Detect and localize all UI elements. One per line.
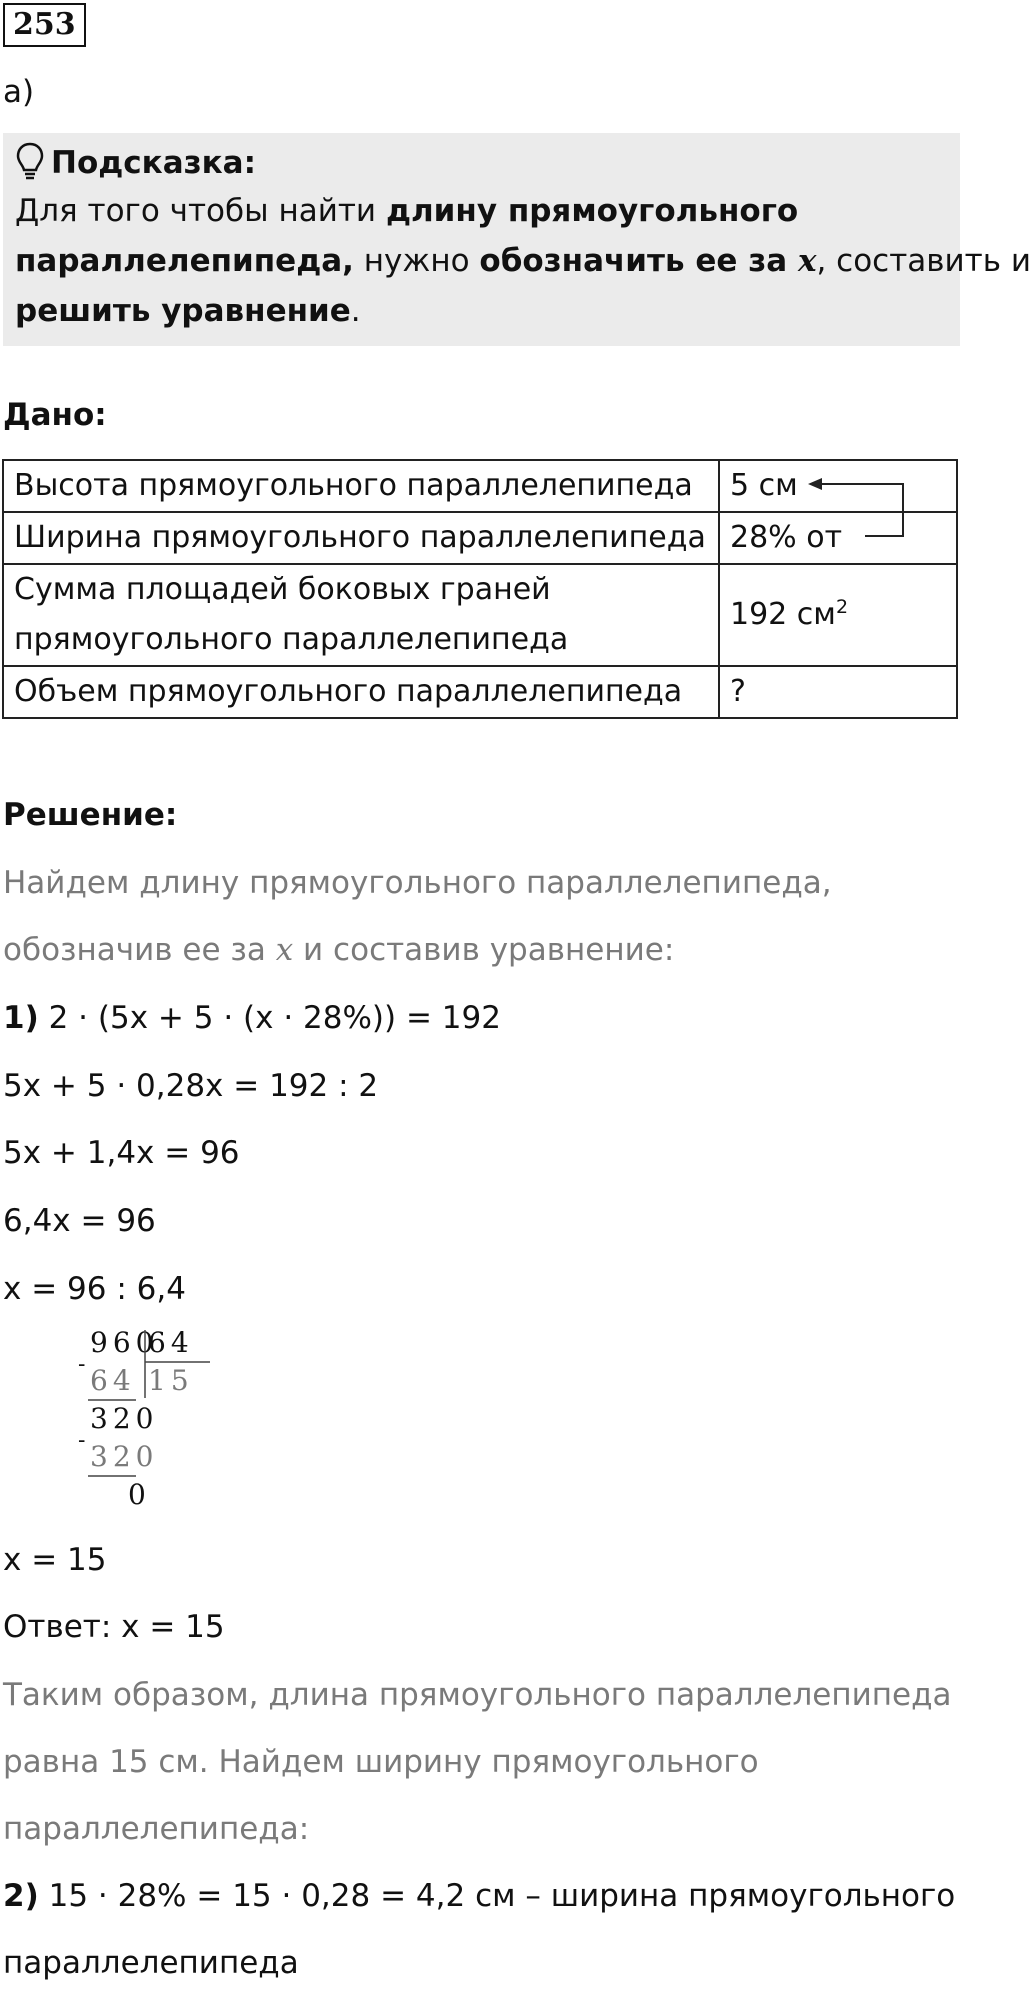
- hint-line-1: Для того чтобы найти длину прямоугольного: [15, 193, 799, 229]
- hint-line-3: решить уравнение.: [15, 293, 361, 329]
- conclusion-1: Таким образом, длина прямоугольного параллелепипеда: [3, 1677, 952, 1713]
- given-value-volume: ?: [719, 666, 957, 718]
- given-title: Дано:: [3, 397, 107, 433]
- ld-rem-1: 320: [90, 1402, 159, 1435]
- ld-minus-2: -: [78, 1428, 91, 1453]
- given-value-height: 5 см: [719, 460, 957, 512]
- step-2-cont: параллелепипеда: [3, 1945, 299, 1981]
- ld-rem-2: 0: [128, 1478, 151, 1511]
- ld-minus-1: -: [78, 1352, 91, 1377]
- given-label-area: Сумма площадей боковых граней прямоугольного параллелепипеда: [3, 564, 719, 666]
- hint-title: Подсказка:: [51, 145, 256, 181]
- part-label: а): [3, 74, 35, 110]
- hint-line-2: параллелепипеда, нужно обозначить ее за x, составить и: [15, 243, 1031, 279]
- ld-dividend: 960: [90, 1326, 159, 1359]
- solution-intro-1: Найдем длину прямоугольного параллелепипеда,: [3, 865, 832, 901]
- equation-1: 1) 2 · (5x + 5 · (x · 28%)) = 192: [3, 1000, 501, 1036]
- equation-6: x = 15: [3, 1542, 107, 1578]
- given-label-width: Ширина прямоугольного параллелепипеда: [3, 512, 719, 564]
- task-number: 253: [3, 3, 86, 47]
- ld-sub-1: 64: [90, 1364, 136, 1397]
- given-value-area: 192 $см^2$: [719, 564, 957, 666]
- ld-divisor: 64: [148, 1326, 194, 1359]
- table-row: [3, 666, 957, 718]
- hint-box: [3, 133, 1031, 346]
- lightbulb-icon: [15, 141, 45, 181]
- ld-sub-2: 320: [90, 1440, 159, 1473]
- solution-title: Решение:: [3, 797, 178, 833]
- equation-4: 6,4x = 96: [3, 1203, 156, 1239]
- ld-lines: [70, 1326, 210, 1516]
- conclusion-2: равна 15 см. Найдем ширину прямоугольного: [3, 1744, 759, 1780]
- equation-3: 5x + 1,4x = 96: [3, 1135, 240, 1171]
- answer: Ответ: x = 15: [3, 1609, 225, 1645]
- given-value-width: 28% от: [719, 512, 957, 564]
- conclusion-3: параллелепипеда:: [3, 1811, 310, 1847]
- ld-quotient: 15: [148, 1364, 194, 1397]
- given-label-volume: Объем прямоугольного параллелепипеда: [3, 666, 719, 718]
- equation-5: x = 96 : 6,4: [3, 1271, 186, 1307]
- solution-intro-2: обозначив ее за x и составив уравнение:: [3, 932, 675, 968]
- step-2: 2) 15 · 28% = 15 · 0,28 = 4,2 см – ширина прямоугольного: [3, 1878, 956, 1914]
- table-row: [3, 564, 957, 666]
- reference-arrow: [800, 470, 920, 550]
- given-label-height: Высота прямоугольного параллелепипеда: [3, 460, 719, 512]
- long-division: [70, 1326, 210, 1516]
- equation-2: 5x + 5 · 0,28x = 192 : 2: [3, 1068, 379, 1104]
